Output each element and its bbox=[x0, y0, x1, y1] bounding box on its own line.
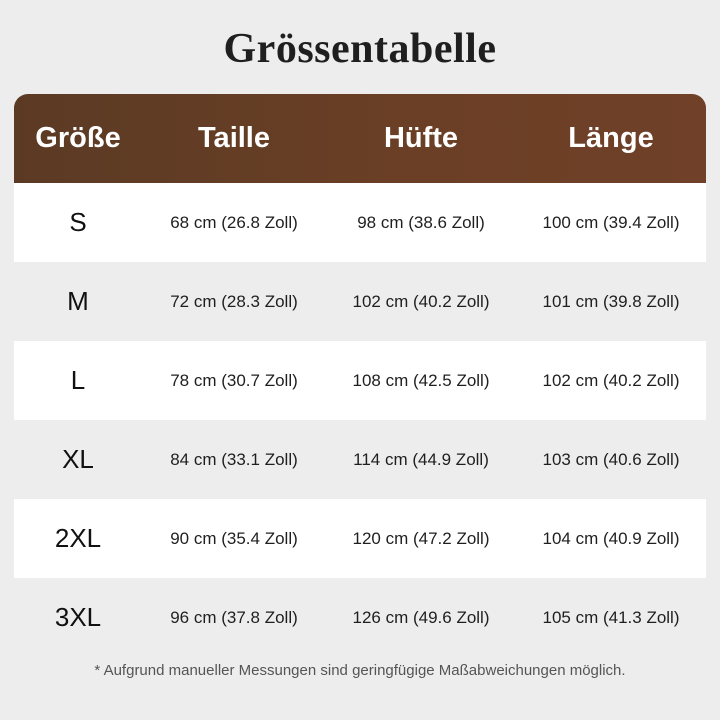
size-cell: L bbox=[70, 365, 86, 395]
taille-cell: 68 cm (26.8 Zoll) bbox=[170, 212, 298, 232]
taille-cell: 96 cm (37.8 Zoll) bbox=[170, 607, 298, 627]
table-row bbox=[14, 341, 706, 420]
footnote: * Aufgrund manueller Messungen sind geringfügige Maßabweichungen möglich. bbox=[94, 662, 626, 679]
laenge-cell: 102 cm (40.2 Zoll) bbox=[542, 370, 680, 390]
table-header bbox=[14, 94, 706, 183]
taille-cell: 78 cm (30.7 Zoll) bbox=[170, 370, 298, 390]
table-row bbox=[14, 499, 706, 578]
size-chart-table bbox=[14, 94, 706, 657]
laenge-cell: 105 cm (41.3 Zoll) bbox=[542, 607, 680, 627]
huefte-cell: 102 cm (40.2 Zoll) bbox=[352, 291, 490, 311]
laenge-cell: 101 cm (39.8 Zoll) bbox=[542, 291, 680, 311]
size-cell: 3XL bbox=[54, 602, 102, 632]
header-groesse: Größe bbox=[35, 122, 121, 154]
huefte-cell: 114 cm (44.9 Zoll) bbox=[353, 449, 489, 469]
laenge-cell: 103 cm (40.6 Zoll) bbox=[542, 449, 680, 469]
size-cell: M bbox=[67, 286, 89, 316]
header-huefte: Hüfte bbox=[383, 122, 459, 154]
header-taille: Taille bbox=[198, 122, 270, 154]
taille-cell: 72 cm (28.3 Zoll) bbox=[170, 291, 298, 311]
huefte-cell: 120 cm (47.2 Zoll) bbox=[352, 528, 490, 548]
table-row bbox=[14, 578, 706, 657]
table-row bbox=[14, 262, 706, 341]
taille-cell: 90 cm (35.4 Zoll) bbox=[170, 528, 298, 548]
table-row bbox=[14, 420, 706, 499]
size-cell: S bbox=[69, 207, 87, 237]
taille-cell: 84 cm (33.1 Zoll) bbox=[170, 449, 298, 469]
page-title: Grössentabelle bbox=[223, 26, 497, 72]
huefte-cell: 108 cm (42.5 Zoll) bbox=[352, 370, 490, 390]
size-cell: 2XL bbox=[54, 523, 102, 553]
size-cell: XL bbox=[62, 444, 94, 474]
laenge-cell: 100 cm (39.4 Zoll) bbox=[542, 212, 680, 232]
header-laenge: Länge bbox=[568, 122, 654, 154]
huefte-cell: 126 cm (49.6 Zoll) bbox=[352, 607, 490, 627]
table-row bbox=[14, 183, 706, 262]
huefte-cell: 98 cm (38.6 Zoll) bbox=[357, 212, 485, 232]
laenge-cell: 104 cm (40.9 Zoll) bbox=[542, 528, 680, 548]
